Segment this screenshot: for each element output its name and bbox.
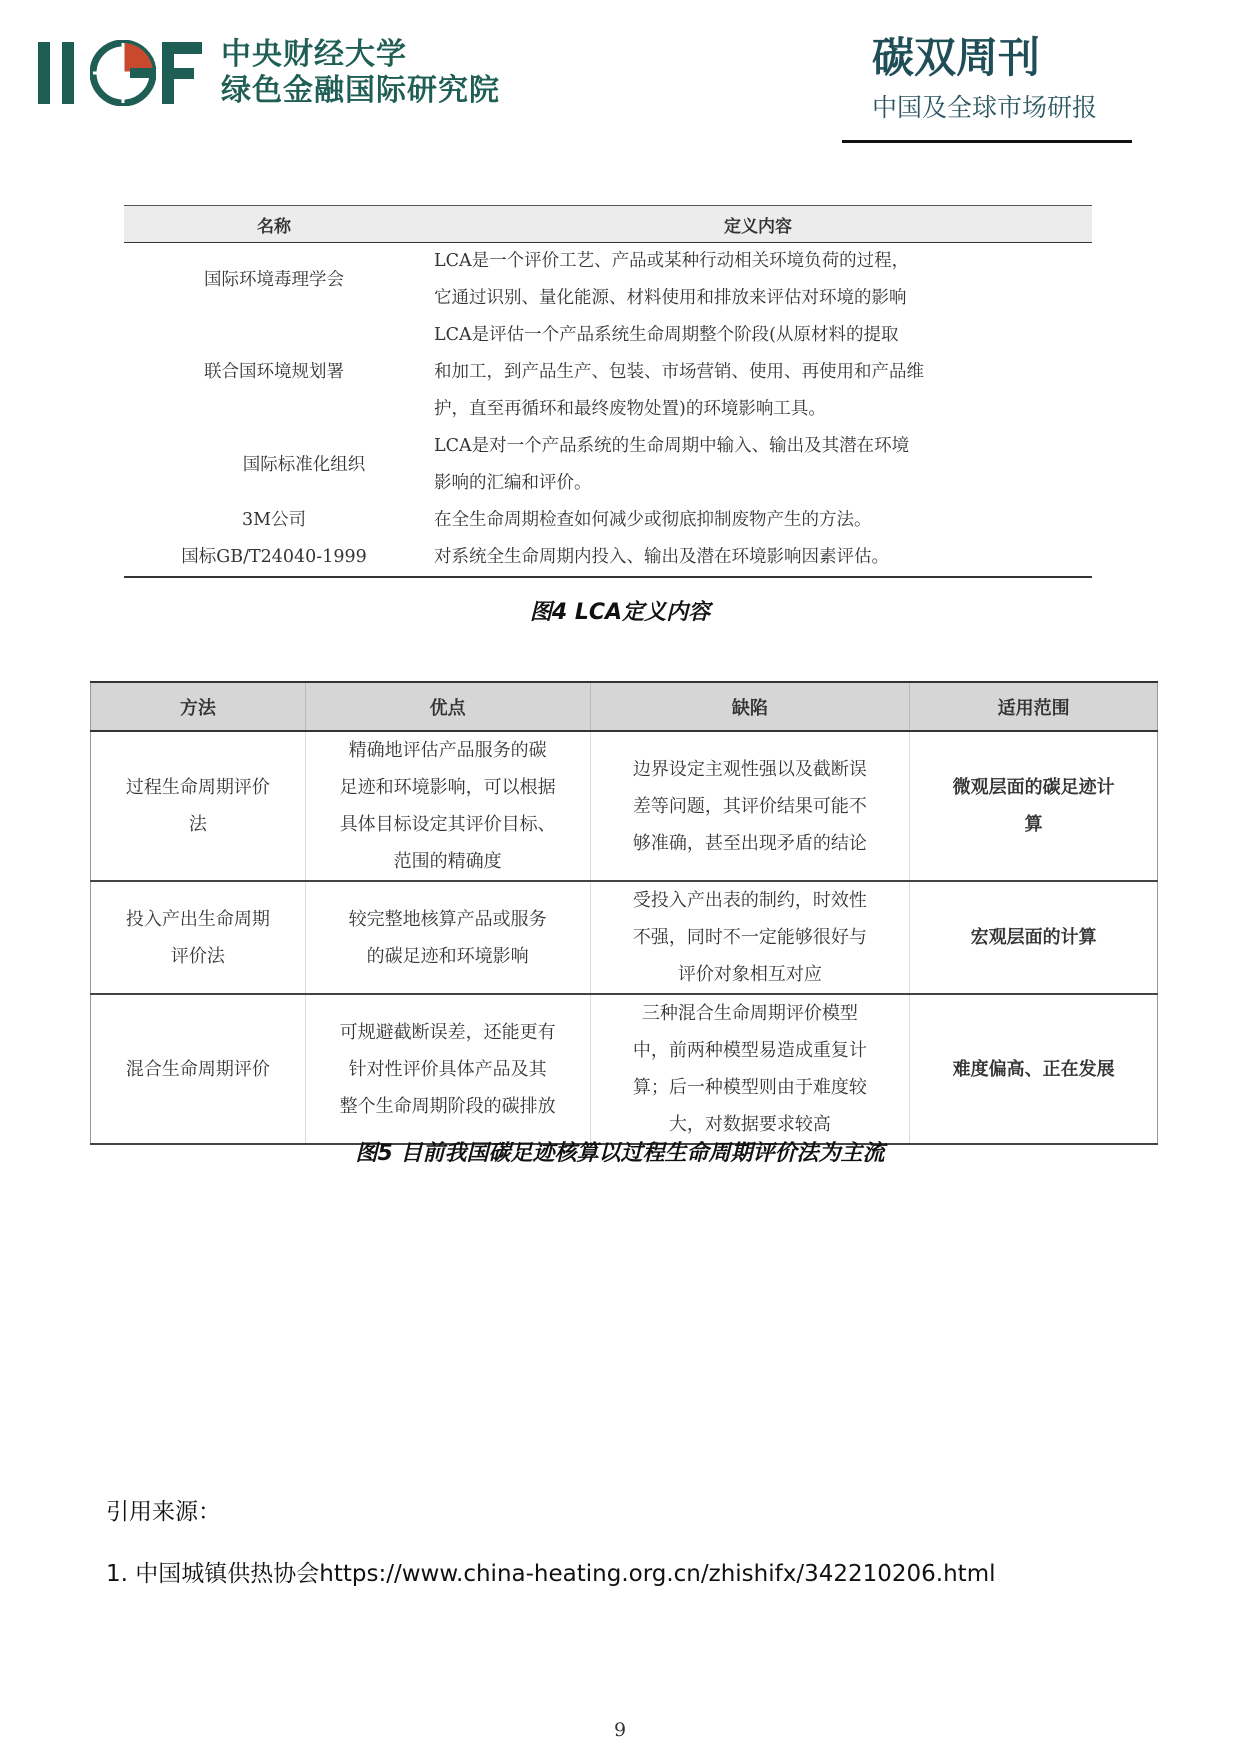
definition-line: 在全生命周期检查如何减少或彻底抑制废物产生的方法。 <box>434 510 872 530</box>
cons-cell <box>590 994 910 1144</box>
definition-line: LCA是一个评价工艺、产品或某种行动相关环境负荷的过程， <box>434 251 910 271</box>
column-header: 方法 <box>91 682 306 731</box>
cell-line: 差等问题，其评价结果可能不 <box>632 795 867 817</box>
logo-mark <box>38 38 203 108</box>
table-row <box>124 243 1092 318</box>
cell-line: 法 <box>188 814 207 835</box>
publication-subtitle: 中国及全球市场研报 <box>872 93 1098 122</box>
header-rule <box>842 140 1132 143</box>
figure-caption-4: 图4 LCA定义内容 <box>529 600 711 625</box>
org-name: 国际标准化组织 <box>242 454 366 475</box>
logo-line-1: 中央财经大学 <box>221 37 407 72</box>
cell-line: 评价对象相互对应 <box>677 964 822 985</box>
cell-line: 评价法 <box>170 945 225 967</box>
method-cell <box>91 881 306 994</box>
cell-line: 边界设定主观性强以及截断误 <box>632 758 867 780</box>
logo-letter-f-icon <box>162 42 202 104</box>
column-header: 缺陷 <box>590 682 910 731</box>
cell-line: 受投入产出表的制约，时效性 <box>632 890 867 911</box>
cell-line: 投入产出生命周期 <box>125 908 270 930</box>
method-cell <box>91 731 306 881</box>
method-cell <box>91 994 306 1144</box>
cell-line: 宏观层面的计算 <box>970 927 1097 948</box>
publication-brand <box>842 30 1132 143</box>
cell-line: 整个生命周期阶段的碳排放 <box>339 1095 556 1117</box>
cell-line: 较完整地核算产品或服务 <box>348 908 547 930</box>
definition-line: LCA是评估一个产品系统生命周期整个阶段(从原材料的提取 <box>434 325 899 345</box>
column-header: 优点 <box>305 682 590 731</box>
logo <box>38 38 500 108</box>
cell-line: 算 <box>1024 814 1043 835</box>
page-number: 9 <box>613 1719 627 1741</box>
definition-line: 它通过识别、量化能源、材料使用和排放来评估对环境的影响 <box>434 288 907 308</box>
definition-cell <box>424 317 1092 428</box>
logo-text <box>221 37 500 109</box>
cell-line: 针对性评价具体产品及其 <box>348 1058 547 1080</box>
logo-bar-2 <box>62 42 74 104</box>
cell-line: 微观层面的碳足迹计 <box>952 777 1115 798</box>
definition-line: 影响的汇编和评价。 <box>434 473 592 493</box>
reference-item: 1. 中国城镇供热协会https://www.china-heating.org.cn/zhishifx/342210206.html <box>106 1561 996 1587</box>
cell-line: 范围的精确度 <box>393 851 502 872</box>
table-row <box>124 317 1092 428</box>
definition-cell <box>424 428 1092 502</box>
table-row <box>91 731 1158 881</box>
org-name: 3M公司 <box>241 510 307 530</box>
org-name: 联合国环境规划署 <box>204 362 344 382</box>
cell-line: 过程生命周期评价 <box>125 777 270 798</box>
pros-cell <box>305 881 590 994</box>
table-header-row <box>91 682 1158 731</box>
definition-line: 和加工，到产品生产、包装、市场营销、使用、再使用和产品维 <box>434 362 924 382</box>
lca-definition-table <box>124 205 1092 578</box>
cell-line: 可规避截断误差，还能更有 <box>339 1021 556 1043</box>
cons-cell <box>590 731 910 881</box>
cons-cell <box>590 881 910 994</box>
definition-line: 护，直至再循环和最终废物处置)的环境影响工具。 <box>434 399 826 419</box>
globe-icon <box>90 40 156 106</box>
cell-line: 足迹和环境影响，可以根据 <box>339 777 556 798</box>
references <box>106 1496 996 1590</box>
cell-line: 中，前两种模型易造成重复计 <box>632 1040 867 1061</box>
cell-line: 的碳足迹和环境影响 <box>366 945 529 967</box>
scope-cell <box>910 994 1158 1144</box>
cell-line: 大，对数据要求较高 <box>668 1114 831 1135</box>
scope-cell <box>910 881 1158 994</box>
pros-cell <box>305 731 590 881</box>
column-header: 适用范围 <box>910 682 1158 731</box>
logo-line-2: 绿色金融国际研究院 <box>221 73 500 108</box>
column-header: 名称 <box>124 206 424 243</box>
definition-line: LCA是对一个产品系统的生命周期中输入、输出及其潜在环境 <box>434 436 910 456</box>
table-row <box>124 539 1092 577</box>
table-header-row <box>124 206 1092 243</box>
table-row <box>91 881 1158 994</box>
cell-line: 不强，同时不一定能够很好与 <box>632 927 867 948</box>
cell-line: 难度偏高、正在发展 <box>952 1058 1115 1080</box>
org-name: 国际环境毒理学会 <box>204 269 344 290</box>
cell-line: 混合生命周期评价 <box>125 1058 270 1080</box>
table-row <box>124 428 1092 502</box>
definition-cell <box>424 243 1092 318</box>
pros-cell <box>305 994 590 1144</box>
table-row <box>91 994 1158 1144</box>
publication-title: 碳双周刊 <box>872 33 1041 82</box>
cell-line: 三种混合生命周期评价模型 <box>641 1003 858 1024</box>
carbon-footprint-methods-table <box>90 681 1158 1145</box>
cell-line: 精确地评估产品服务的碳 <box>348 740 547 761</box>
definition-line: 对系统全生命周期内投入、输出及潜在环境影响因素评估。 <box>434 547 889 567</box>
cell-line: 具体目标设定其评价目标、 <box>339 814 556 835</box>
definition-cell <box>424 502 1092 539</box>
figure-caption-5: 图5 目前我国碳足迹核算以过程生命周期评价法为主流 <box>355 1141 885 1166</box>
scope-cell <box>910 731 1158 881</box>
definition-cell <box>424 539 1092 577</box>
table-row <box>124 502 1092 539</box>
column-header: 定义内容 <box>424 206 1092 243</box>
org-name: 国标GB/T24040-1999 <box>124 539 424 577</box>
cell-line: 算；后一种模型则由于难度较 <box>632 1077 867 1098</box>
logo-bar-1 <box>38 42 50 104</box>
cell-line: 够准确，甚至出现矛盾的结论 <box>632 832 867 854</box>
references-title: 引用来源： <box>106 1499 221 1525</box>
